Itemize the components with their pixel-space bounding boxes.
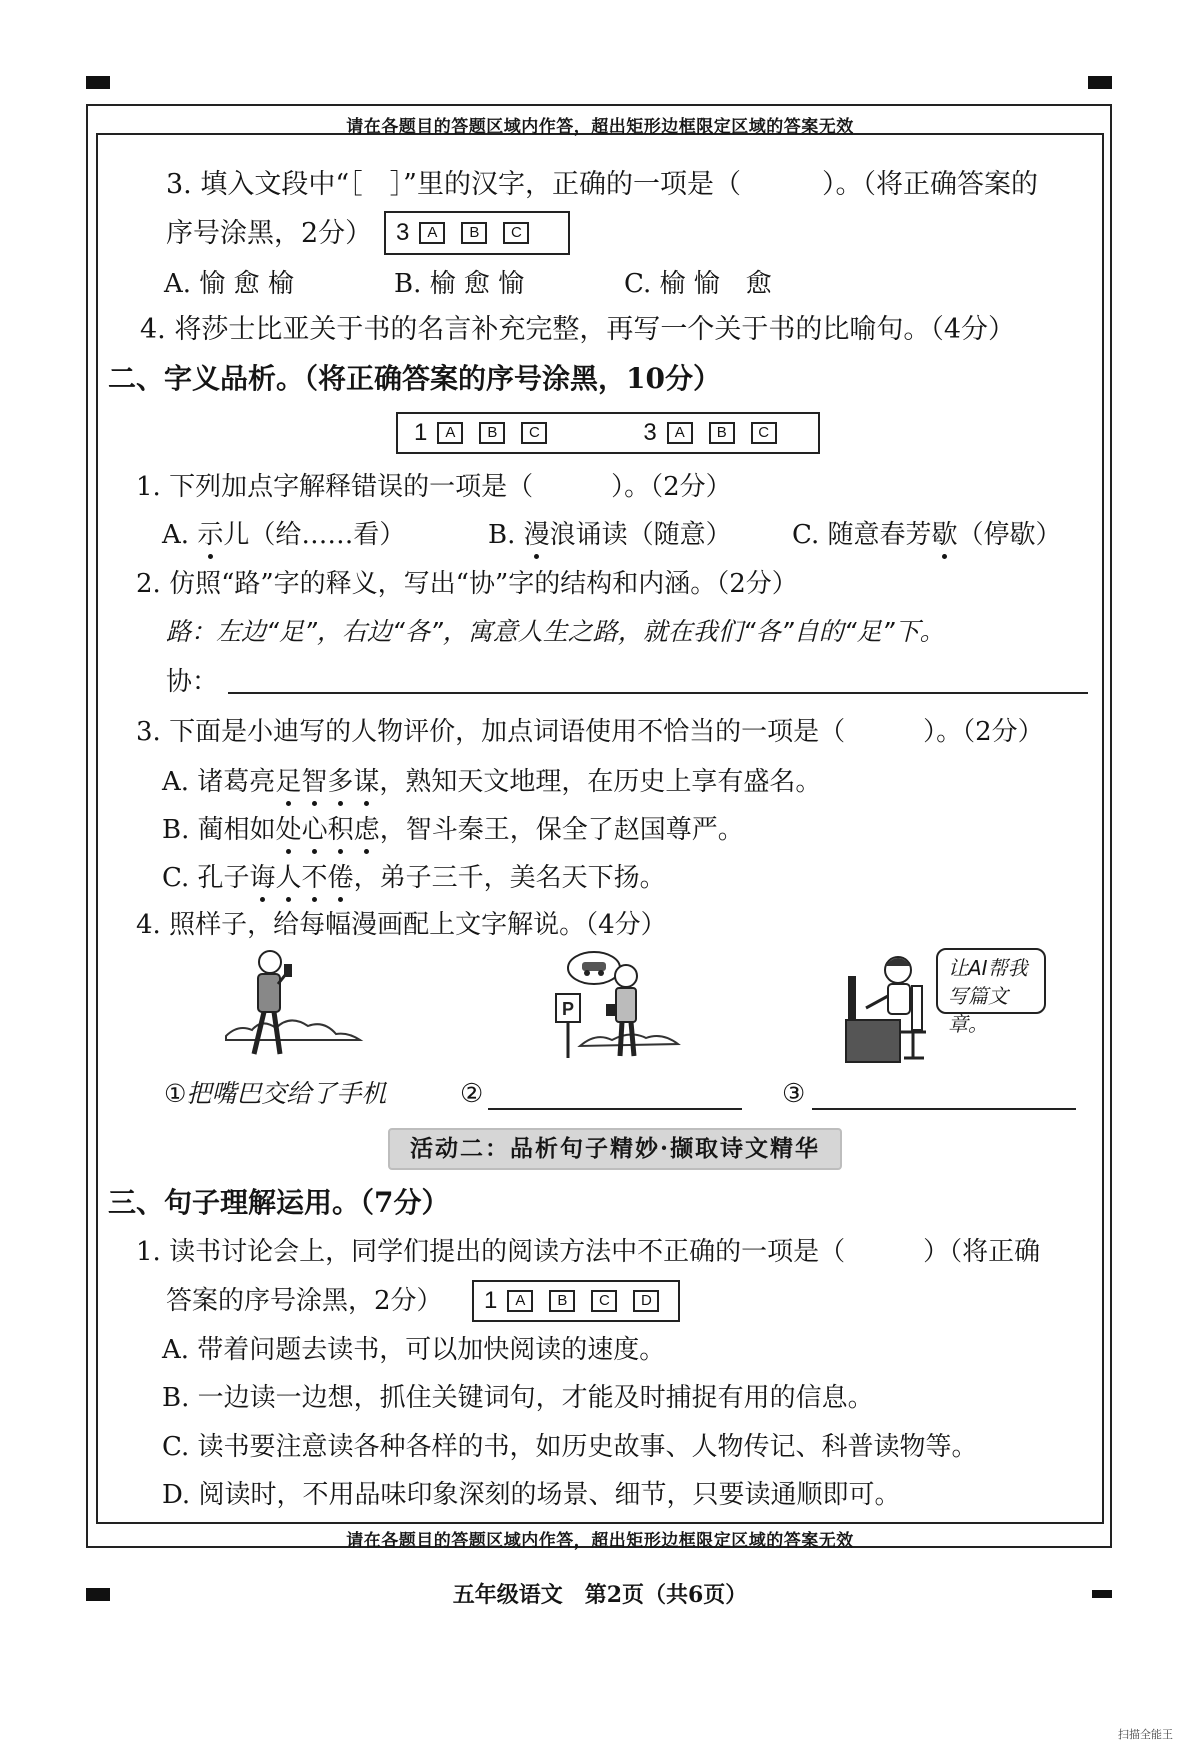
watermark-text: 扫描全能王 (1118, 1728, 1173, 1741)
dotted-char: 智 (301, 764, 327, 800)
watermark (1118, 1726, 1173, 1742)
answer-box-s2[interactable] (396, 412, 820, 454)
caption-1: ①把嘴巴交给了手机 (164, 1079, 387, 1108)
cartoon-phone-walker (218, 944, 368, 1064)
bubble-a[interactable]: A (507, 1290, 533, 1312)
dotted-char: 诲 (250, 860, 276, 896)
bubble-b[interactable]: B (709, 422, 735, 444)
parking-sign-letter: P (561, 999, 575, 1019)
s1-q4: 4. 将莎士比亚关于书的名言补充完整，再写一个关于书的比喻句。（4分） (140, 314, 1016, 345)
answer-line-xie[interactable] (228, 692, 1088, 694)
dotted-char: 倦 (328, 860, 354, 896)
bubble-c[interactable]: C (521, 422, 547, 444)
answer-line-caption-2[interactable] (488, 1108, 742, 1110)
dotted-char: 积 (328, 812, 354, 848)
dotted-char: 人 (276, 860, 302, 896)
s2-q4-stem: 4. 照样子，给每幅漫画配上文字解说。（4分） (136, 910, 667, 940)
s2-q2-stem: 2. 仿照“路”字的释义，写出“协”字的结构和内涵。（2分） (136, 569, 798, 599)
dotted-char: 多 (327, 764, 353, 800)
section2-title: 二、字义品析。（将正确答案的序号涂黑，10分） (108, 362, 721, 395)
bubble-a[interactable]: A (419, 222, 445, 244)
bubble-b[interactable]: B (549, 1290, 575, 1312)
s2-q2-label: 协： (166, 667, 219, 697)
page-footer: 五年级语文 第2页（共6页） (452, 1582, 748, 1608)
speech-line-1: 让AI帮我 (948, 956, 1028, 980)
s1-q3-option-a: A. 愉 愈 榆 (164, 269, 294, 299)
s3-q1-line2: 答案的序号涂黑，2分） (166, 1286, 443, 1316)
bubble-a[interactable]: A (437, 422, 463, 444)
dotted-char: 处 (276, 812, 302, 848)
s2-q3-option-c: C. 孔子诲人不倦，弟子三千，美名天下扬。 (162, 860, 666, 896)
s1-q3-option-b: B. 榆 愈 愉 (394, 269, 525, 299)
caption-2-label: ② (460, 1079, 484, 1109)
registration-mark-top-right (1088, 76, 1112, 89)
answer-line-caption-3[interactable] (812, 1108, 1076, 1110)
s2-q1-option-a: A. 示儿（给……看） (162, 517, 405, 553)
bubble-b[interactable]: B (479, 422, 505, 444)
s2-q1-option-c: C. 随意春芳歇（停歇） (792, 517, 1062, 553)
s1-q3-line1: 3. 填入文段中“［ ］”里的汉字，正确的一项是（ ）。（将正确答案的 (166, 169, 1038, 200)
activity-banner: 活动二：品析句子精妙·撷取诗文精华 (388, 1128, 842, 1170)
s3-q1-option-d: D. 阅读时，不用品味印象深刻的场景、细节，只要读通顺即可。 (162, 1480, 901, 1510)
s2-q1-option-b: B. 漫浪诵读（随意） (488, 517, 732, 553)
s3-q1-line1: 1. 读书讨论会上，同学们提出的阅读方法中不正确的一项是（ ）（将正确 (136, 1237, 1041, 1267)
answer-box-number: 1 (414, 419, 428, 446)
answer-box-s1-q3[interactable] (384, 211, 570, 255)
s1-q3-option-c: C. 榆 愉 愈 (624, 269, 772, 299)
s2-q2-example: 路：左边“足”，右边“各”，寓意人生之路，就在我们“各”自的“足”下。 (166, 617, 945, 646)
caption-3-label: ③ (782, 1079, 806, 1109)
s3-q1-option-b: B. 一边读一边想，抓住关键词句，才能及时捕捉有用的信息。 (162, 1383, 874, 1413)
bubble-d[interactable]: D (633, 1290, 659, 1312)
dotted-char: 示 (197, 517, 223, 553)
bubble-c[interactable]: C (751, 422, 777, 444)
dotted-char: 漫 (524, 517, 550, 553)
dotted-char: 心 (302, 812, 328, 848)
notice-bottom: 请在各题目的答题区域内作答，超出矩形边框限定区域的答案无效 (346, 1531, 854, 1551)
speech-bubble (936, 948, 1046, 1036)
dotted-char: 足 (275, 764, 301, 800)
s2-q3-stem: 3. 下面是小迪写的人物评价，加点词语使用不恰当的一项是（ ）。（2分） (136, 717, 1044, 747)
section3-title: 三、句子理解运用。（7分） (108, 1186, 450, 1219)
bubble-c[interactable]: C (591, 1290, 617, 1312)
bubble-a[interactable]: A (667, 422, 693, 444)
bubble-c[interactable]: C (503, 222, 529, 244)
dotted-char: 虑 (354, 812, 380, 848)
speech-line-2: 写篇文章。 (948, 984, 1008, 1036)
s2-q3-option-b: B. 蔺相如处心积虑，智斗秦王，保全了赵国尊严。 (162, 812, 744, 848)
registration-mark-top-left (86, 76, 110, 89)
s2-q3-option-a: A. 诸葛亮足智多谋，熟知天文地理，在历史上享有盛名。 (162, 764, 821, 800)
dotted-char: 不 (302, 860, 328, 896)
answer-box-number: 3 (643, 419, 657, 446)
notice-top: 请在各题目的答题区域内作答，超出矩形边框限定区域的答案无效 (346, 117, 854, 137)
s3-q1-option-c: C. 读书要注意读各种各样的书，如历史故事、人物传记、科普读物等。 (162, 1432, 978, 1462)
answer-box-number: 3 (396, 219, 410, 246)
answer-box-number: 1 (484, 1287, 498, 1314)
s3-q1-option-a: A. 带着问题去读书，可以加快阅读的速度。 (162, 1335, 666, 1365)
s2-q1-stem: 1. 下列加点字解释错误的一项是（ ）。（2分） (136, 472, 732, 502)
bubble-b[interactable]: B (461, 222, 487, 244)
answer-box-s3-q1[interactable] (472, 1280, 680, 1322)
dotted-char: 歇 (932, 517, 958, 553)
cartoon-parking-sign (546, 946, 686, 1066)
cartoon-ai-writer (840, 946, 940, 1066)
dotted-char: 谋 (353, 764, 379, 800)
s1-q3-line2: 序号涂黑，2分） (166, 218, 373, 249)
